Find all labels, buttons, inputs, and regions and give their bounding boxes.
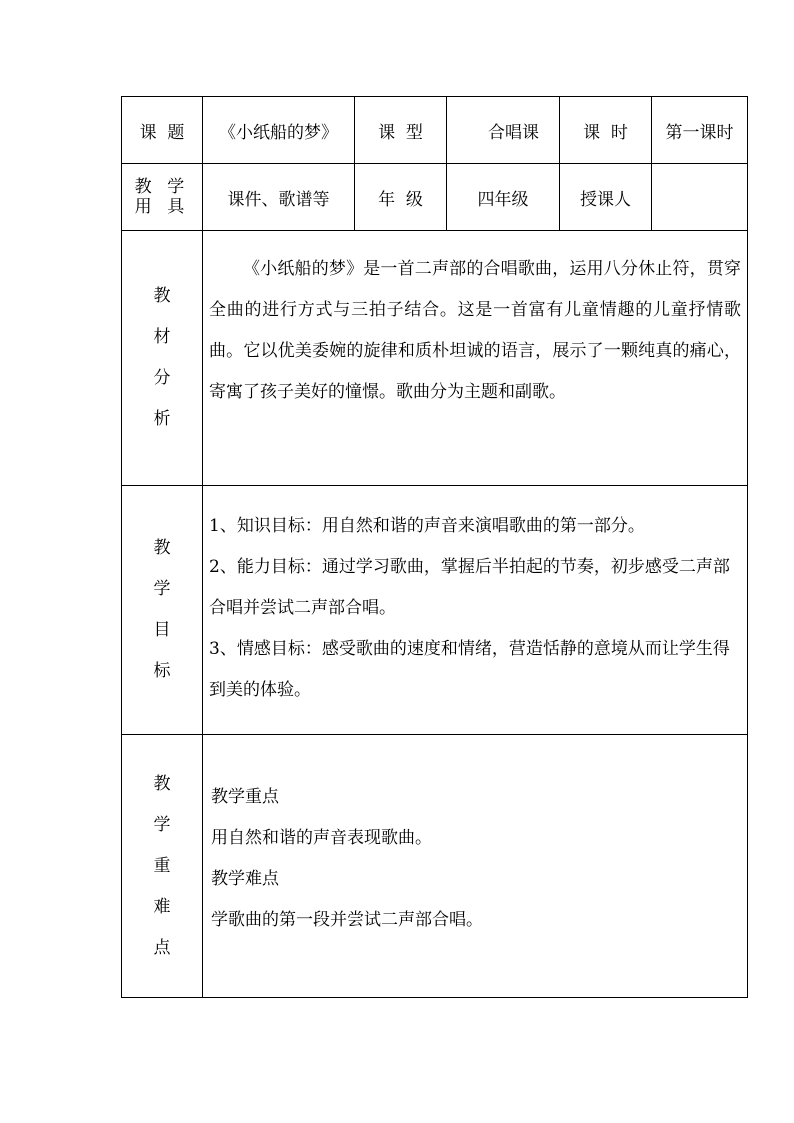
analysis-label: [122, 231, 203, 486]
grade-value: 四年级: [447, 164, 560, 231]
lesson-plan-table: [121, 96, 748, 998]
topic-label: 课 题: [122, 97, 203, 164]
analysis-label-char: 分: [153, 368, 171, 388]
type-label: 课 型: [355, 97, 447, 164]
period-label: 课 时: [560, 97, 652, 164]
focus-title: 教学重点: [211, 787, 279, 807]
analysis-label-char: 材: [153, 327, 171, 347]
goal-item-ability: 2、能力目标：通过学习歌曲，掌握后半拍起的节奏，初步感受二声部合唱并尝试二声部合唱。: [209, 557, 730, 618]
key-points-label-char: 难: [153, 896, 171, 917]
key-points-label: [122, 735, 203, 998]
teacher-label: 授课人: [560, 164, 652, 231]
tools-label: [122, 164, 203, 231]
goals-label-char: 目: [153, 620, 171, 640]
goals-label-char: 教: [153, 538, 171, 558]
header-row: [122, 97, 748, 164]
teacher-value: [652, 164, 748, 231]
goals-label-char: 学: [153, 579, 171, 599]
key-points-row: [122, 735, 748, 998]
grade-label: 年 级: [355, 164, 447, 231]
goals-label: [122, 486, 203, 735]
focus-text: 用自然和谐的声音表现歌曲。: [211, 828, 432, 848]
key-points-content: [203, 735, 748, 998]
key-points-label-char: 学: [153, 814, 171, 835]
tools-label-line1: 教 学: [134, 177, 190, 197]
topic-value: 《小纸船的梦》: [203, 97, 355, 164]
key-points-label-char: 重: [153, 855, 171, 876]
key-points-label-char: 点: [153, 937, 171, 958]
goals-content: [203, 486, 748, 735]
analysis-content: [203, 231, 748, 486]
difficulty-text: 学歌曲的第一段并尝试二声部合唱。: [211, 910, 483, 930]
analysis-label-char: 析: [153, 409, 171, 429]
period-value: 第一课时: [652, 97, 748, 164]
goal-item-knowledge: 1、知识目标：用自然和谐的声音来演唱歌曲的第一部分。: [209, 516, 645, 536]
analysis-text: 《小纸船的梦》是一首二声部的合唱歌曲，运用八分休止符，贯穿全曲的进行方式与三拍子结合。这是一首富有儿童情趣的儿童抒情歌曲。它以优美委婉的旋律和质朴坦诚的语言，展示了一颗纯真的痛心，寄寓了孩子美好的憧憬。歌曲分为主题和副歌。: [209, 259, 741, 402]
goal-item-emotion: 3、情感目标：感受歌曲的速度和情绪，营造恬静的意境从而让学生得到美的体验。: [209, 639, 730, 700]
info-row: [122, 164, 748, 231]
tools-value: 课件、歌谱等: [203, 164, 355, 231]
analysis-row: [122, 231, 748, 486]
difficulty-title: 教学难点: [211, 869, 279, 889]
type-value: 合唱课: [447, 97, 560, 164]
goals-label-char: 标: [153, 661, 171, 681]
key-points-label-char: 教: [153, 773, 171, 794]
analysis-label-char: 教: [153, 286, 171, 306]
tools-label-line2: 用 具: [134, 197, 190, 217]
goals-row: [122, 486, 748, 735]
